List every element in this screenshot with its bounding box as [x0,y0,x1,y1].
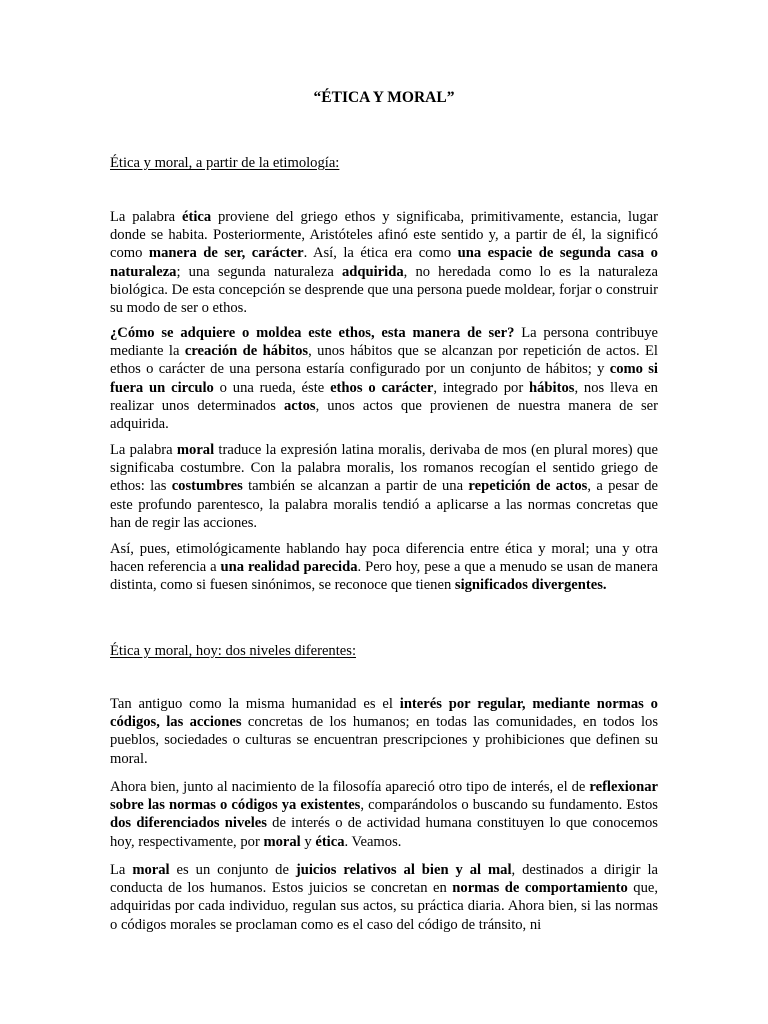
bold-text-run: moral [263,833,301,850]
section-heading-two-levels: Ética y moral, hoy: dos niveles diferentes: [110,643,356,659]
text-run: o una rueda, éste [213,379,331,396]
paragraph-etymology-conclusion [110,540,658,595]
paragraph-ethos-acquisition [110,324,658,433]
text-run: La palabra [110,209,182,225]
text-run: Ahora bien, junto al nacimiento de la filosofía apareció otro tipo de interés, el de [110,779,590,795]
bold-text-run: una realidad parecida [220,559,358,576]
text-run: es un conjunto de [169,862,296,878]
bold-text-run: juicios relativos al bien y al mal [295,862,512,878]
text-run: de interés o de actividad humana constituyen lo que conocemos hoy, respectivamente, por [110,815,658,850]
text-run: proviene del griego ethos y significaba, primitivamente, estancia, lugar donde se habita. Posteriormente, Aristóteles afinó este sentido y, a partir de él, la significó como [110,209,658,262]
bold-text-run: reflexionar sobre las normas o códigos ya existentes [110,779,658,814]
bold-text-run: ¿Cómo se adquiere o moldea este ethos, esta manera de ser? [110,325,515,341]
paragraph-etica-origin [110,208,658,317]
bold-text-run: repetición de actos [468,478,588,495]
text-run: , a pesar de este profundo parentesco, la palabra moralis tendió a aplicarse a las normas concretas que han de regir las acciones. [110,478,658,531]
bold-text-run: una espacie de segunda casa o naturaleza [110,245,658,280]
text-run: . Pero hoy, pese a que a menudo se usan de manera distinta, como si fuesen sinónimos, se reconoce que tienen [110,559,658,594]
bold-text-run: manera de ser, carácter [148,245,304,262]
text-run: , nos lleva en realizar unos determinados [110,379,658,414]
text-run: . Así, la ética era como [303,245,458,262]
bold-text-run: ethos o carácter [330,379,434,396]
bold-text-run: normas de comportamiento [452,880,628,897]
text-run: , integrado por [433,379,530,396]
bold-text-run: dos diferenciados niveles [110,815,267,832]
text-run: traduce la expresión latina moralis, derivaba de mos (en plural mores) que significaba costumbre. Con la palabra moralis, los romanos recogían el sentido griego de ethos: las [110,442,659,495]
bold-text-run: adquirida [341,263,404,280]
text-run: , destinados a dirigir la conducta de los humanos. Estos juicios se concretan en [110,862,659,897]
text-run: . Veamos. [344,833,402,850]
bold-text-run: costumbres [171,478,243,495]
bold-text-run: moral [176,442,215,458]
paragraph-moral-origin [110,441,658,532]
paragraph-moral-definition [110,861,658,934]
text-run: , no heredada como lo es la naturaleza biológica. De esta concepción se desprende que una persona puede moldear, forjar o construir su modo de ser o ethos. [110,263,658,317]
text-run: , unos hábitos que se alcanzan por repetición de actos. El ethos o carácter de una persona estaría configurado por un conjunto de hábitos; y [110,343,658,378]
text-run: Tan antiguo como la misma humanidad es el [110,696,400,712]
bold-text-run: significados divergentes. [454,577,607,594]
bold-text-run: creación de hábitos [184,343,309,360]
bold-text-run: ética [182,209,212,225]
text-run: La [110,862,133,878]
text-run: y [300,833,316,850]
text-run: Así, pues, etimológicamente hablando hay poca diferencia entre ética y moral; una y otra hacen referencia a [110,541,658,576]
text-run: , unos actos que provienen de nuestra manera de ser adquirida. [110,397,658,433]
text-run: que, adquiridas por cada individuo, regulan sus actos, su práctica diaria. Ahora bien, si las normas o códigos morales se proclaman como es el caso del código de tránsito, ni [110,880,658,933]
paragraph-regulating-actions [110,695,658,768]
document-title: “ÉTICA Y MORAL” [313,89,455,106]
bold-text-run: ética [315,833,345,850]
bold-text-run: moral [132,862,170,878]
text-run: , comparándolos o buscando su fundamento. Estos [360,797,658,814]
text-run: también se alcanzan a partir de una [242,478,469,495]
text-run: La palabra [110,442,177,458]
text-run: concretas de los humanos; en todas las comunidades, en todos los pueblos, sociedades o culturas se encuentran prescripciones y prohibiciones que definen su moral. [110,714,658,767]
bold-text-run: actos [283,397,316,414]
text-run: La persona contribuye mediante la [110,325,658,360]
bold-text-run: como si fuera un circulo [110,361,658,396]
bold-text-run: interés por regular, mediante normas o códigos, las acciones [110,696,658,731]
bold-text-run: hábitos [529,379,575,396]
section-heading-etymology: Ética y moral, a partir de la etimología: [110,155,340,171]
text-run: ; una segunda naturaleza [176,263,342,280]
paragraph-reflection-on-norms [110,778,658,851]
